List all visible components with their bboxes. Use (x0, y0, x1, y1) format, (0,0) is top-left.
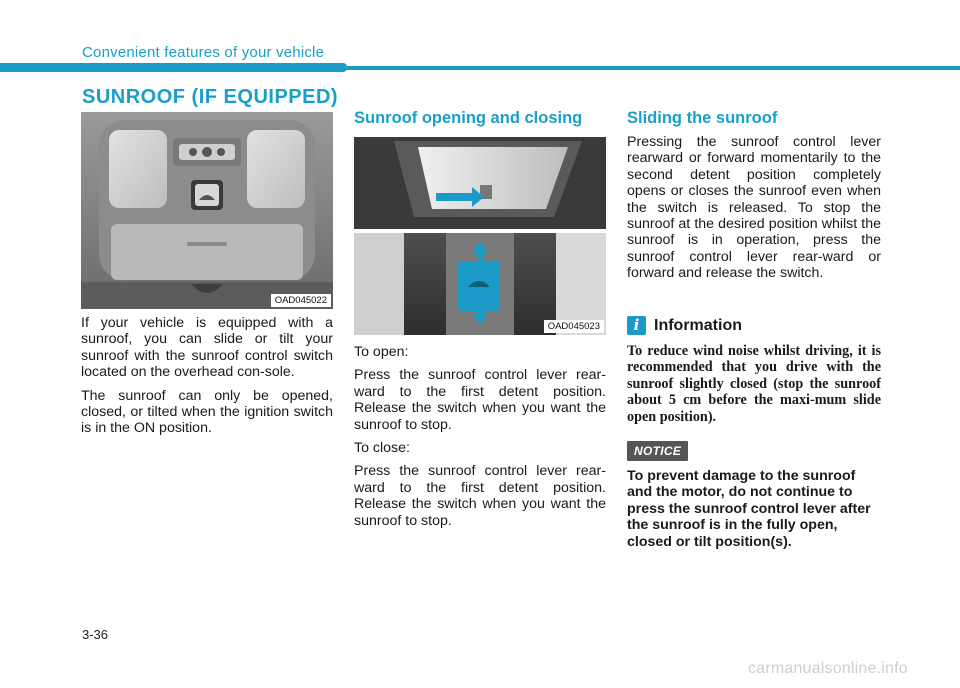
sliding-text: Pressing the sunroof control lever rearward or forward momentarily to the second detent position completely opens or closes the sunroof even when the switch is released. To stop the sunroof at the desired position whilst the sunroof is in operation, press the sunroof control lever rear-ward or forward and release the switch. (627, 134, 881, 282)
open-text: Press the sunroof control lever rear-ward to the first detent position. Release the switch when you want the sunroof to stop. (354, 367, 606, 433)
col2-text (354, 344, 606, 536)
header-title: Convenient features of your vehicle (82, 44, 325, 61)
sunroof-switch-figure (354, 137, 606, 335)
close-label: To close: (354, 440, 410, 457)
page-number: 3-36 (82, 627, 109, 642)
information-text: To reduce wind noise whilst driving, it is recommended that you drive with the sunroof slightly closed (stop the sunroof about 5 cm before the maxi-mum slide open position). (627, 343, 881, 425)
watermark: carmanualsonline.info (748, 660, 908, 677)
figure-code: OAD045023 (544, 320, 604, 333)
col1-para1: If your vehicle is equipped with a sunroof, you can slide or tilt your sunroof with the sunroof control switch located on the overhead con-sole. (81, 315, 333, 381)
close-text: Press the sunroof control lever rear-ward to the first detent position. Release the switch when you want the sunroof to stop. (354, 463, 606, 529)
col1-text (81, 315, 333, 444)
opening-closing-title: Sunroof opening and closing (354, 109, 583, 127)
figure-code: OAD045022 (271, 294, 331, 307)
information-header (627, 316, 742, 335)
notice-badge: NOTICE (627, 441, 688, 461)
information-title: Information (654, 316, 742, 334)
section-title: SUNROOF (IF EQUIPPED) (82, 86, 339, 108)
notice-text: To prevent damage to the sunroof and the motor, do not continue to press the sunroof control lever after the sunroof is in the fully open, closed or tilt position(s). (627, 468, 871, 550)
information-icon: i (627, 316, 646, 335)
open-label: To open: (354, 344, 409, 360)
sliding-title: Sliding the sunroof (627, 109, 778, 127)
header-rule (0, 66, 960, 70)
col3-text (627, 134, 881, 289)
overhead-console-figure (81, 112, 333, 309)
col1-para2: The sunroof can only be opened, closed, or tilted when the ignition switch is in the ON position. (81, 387, 333, 437)
